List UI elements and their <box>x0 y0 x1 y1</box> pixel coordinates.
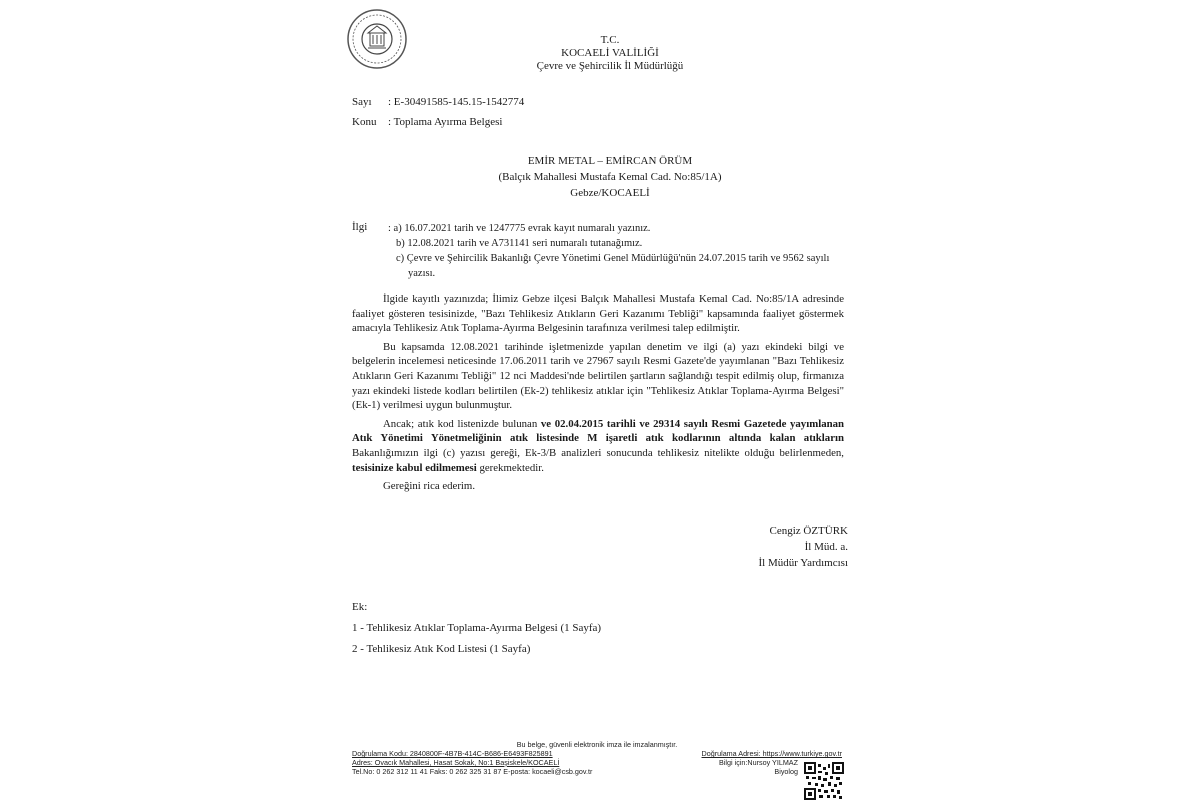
ilgi-item-c: c) Çevre ve Şehircilik Bakanlığı Çevre Yönetimi Genel Müdürlüğü'nün 24.07.2015 tarih ve 9562 sayılı yazısı. <box>396 253 830 279</box>
konu-row <box>352 116 502 128</box>
addressee-block <box>460 153 760 201</box>
document-footer <box>352 740 842 776</box>
esign-note: Bu belge, güvenli elektronik imza ile imzalanmıştır. <box>516 740 678 749</box>
sayi-row <box>352 96 524 108</box>
footer-contact-person: Bilgi için:Nursoy YILMAZ <box>719 758 798 767</box>
address-row <box>352 758 842 767</box>
body-p3-part-c: Bakanlığımızın ilgi (c) yazısı gereği, Ek-3/B analizleri sonucunda tehlikesiz nitelikte olduğu belirlenmeden, <box>352 446 844 459</box>
signatory-name: Cengiz ÖZTÜRK <box>769 525 848 537</box>
ilgi-label: İlgi <box>352 221 368 233</box>
body-paragraph-2: Bu kapsamda 12.08.2021 tarihinde işletmenizde yapılan denetim ve ilgi (a) yazı ekindeki bilgi ve belgelerin incelemesi neticesinde 17.06.2011 tarih ve 27967 sayılı Resmi Gazete'de yayımlanan "Bazı Tehlikesiz Atıkların Geri Kazanımı Tebliği" 12 nci Maddesi'nde belirtilen şartların sağlandığı tespit edilmiş olup, firmanıza yazı ekindeki listede kodları belirtilen (Ek-2) tehlikesiz atıklar için "Tehlikesiz Atıklar Toplama-Ayırma Belgesi" (Ek-1) verilmesi uygun bulunmuştur. <box>352 340 844 412</box>
konu-label: Konu <box>352 116 377 128</box>
konu-value: : Toplama Ayırma Belgesi <box>388 116 503 128</box>
signatory-title: İl Müdür Yardımcısı <box>758 557 848 569</box>
letterhead-line-1: T.C. <box>600 34 620 46</box>
body-p3-part-e: gerekmektedir. <box>476 461 544 474</box>
body-p3-part-a: Ancak; atık kod listenizde bulunan <box>383 417 541 430</box>
attachment-item-2: 2 - Tehlikesiz Atık Kod Listesi (1 Sayfa) <box>352 643 531 655</box>
footer-contact-title: Biyolog <box>774 767 798 776</box>
verify-address[interactable]: Doğrulama Adresi: https://www.turkiye.gov.tr <box>701 749 842 758</box>
body-paragraph-3 <box>352 417 844 475</box>
letter-body <box>352 292 844 498</box>
sayi-label: Sayı <box>352 96 372 108</box>
letterhead-line-2: KOCAELİ VALİLİĞİ <box>561 47 659 59</box>
addressee-city: Gebze/KOCAELİ <box>570 187 650 199</box>
addressee-name: EMİR METAL – EMİRCAN ÖRÜM <box>527 155 693 167</box>
letterhead-line-3: Çevre ve Şehircilik İl Müdürlüğü <box>536 60 684 72</box>
government-seal-icon <box>346 8 408 70</box>
attachment-item-1: 1 - Tehlikesiz Atıklar Toplama-Ayırma Belgesi (1 Sayfa) <box>352 622 602 634</box>
footer-address: Adres: Ovacık Mahallesi, Hasat Sokak, No:1 Başiskele/KOCAELİ <box>352 758 560 767</box>
sayi-value: : E-30491585-145.15-1542774 <box>388 96 525 108</box>
verify-code: Doğrulama Kodu: 2840800F-4B7B-414C-B686-E6493F825891 <box>352 749 553 758</box>
qr-code-icon <box>804 762 844 800</box>
attachments <box>352 597 601 660</box>
ilgi-item-b: b) 12.08.2021 tarih ve A731141 seri numaralı tutanağımız. <box>396 238 643 249</box>
body-p3-bold-d: tesisinize kabul edilmemesi <box>352 461 477 474</box>
signatory-role: İl Müd. a. <box>804 541 848 553</box>
addressee-address: (Balçık Mahallesi Mustafa Kemal Cad. No:85/1A) <box>498 171 722 183</box>
body-p3-bold-a: ve 02.04.2015 tarihli ve 29314 sayılı Resmi Gazetede yayımlanan Atık Yönetimi Yönetmeliğinin atık listesinde M işaretli atık kodlarının altında kalan atıkların <box>352 417 845 445</box>
body-paragraph-1: İlgide kayıtlı yazınızda; İlimiz Gebze ilçesi Balçık Mahallesi Mustafa Kemal Cad. No:85/1A adresinde faaliyet gösteren tesisinizde, "Bazı Tehlikesiz Atıkların Geri Kazanımı Tebliği" kapsamında faaliyet göstermek amacıyla Tehlikesiz Atık Toplama-Ayırma Belgesinin tarafınıza verilmesi talep edilmiştir. <box>352 293 844 335</box>
ilgi-list <box>388 221 836 281</box>
verify-row <box>352 749 842 758</box>
signature-block <box>758 523 848 571</box>
letterhead <box>470 34 750 73</box>
phone-row <box>352 767 842 776</box>
ilgi-item-a: : a) 16.07.2021 tarih ve 1247775 evrak kayıt numaralı yazınız. <box>388 223 651 234</box>
body-paragraph-4: Gereğini rica ederim. <box>383 480 476 493</box>
footer-phone: Tel.No: 0 262 312 11 41 Faks: 0 262 325 31 87 E-posta: kocaeli@csb.gov.tr <box>352 767 593 776</box>
attachments-label: Ek: <box>352 601 368 613</box>
